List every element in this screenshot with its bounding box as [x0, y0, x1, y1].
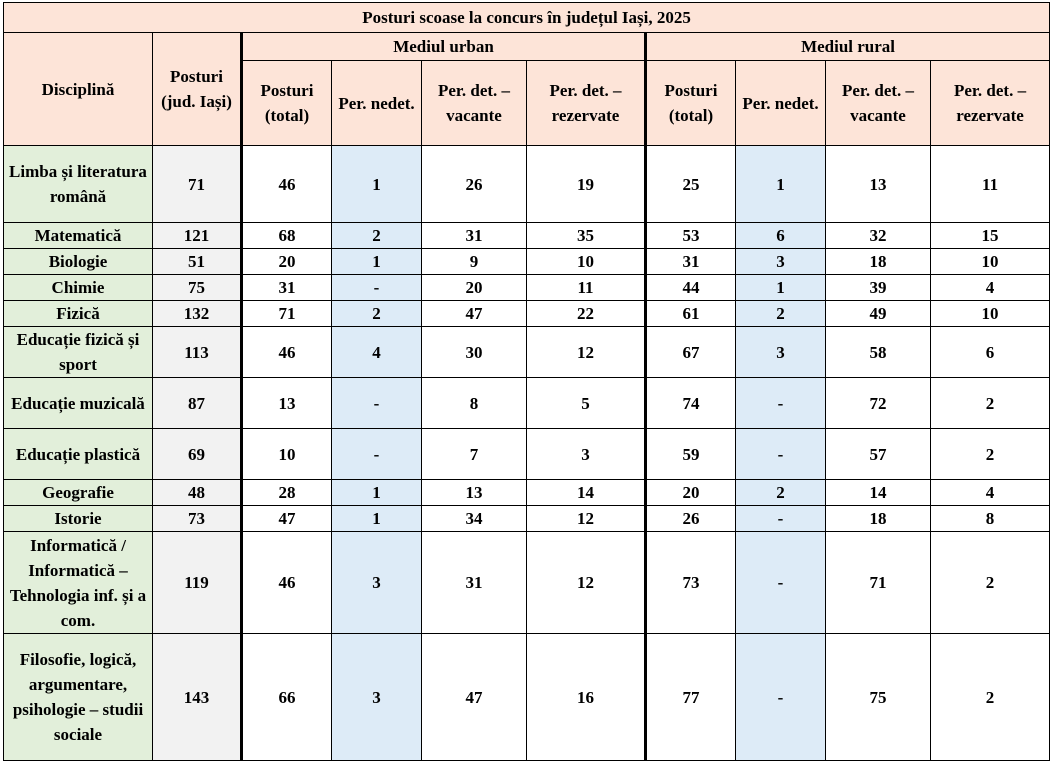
cell-rural-per-nedet: 3: [736, 327, 826, 378]
cell-rural-per-nedet: 2: [736, 301, 826, 327]
cell-urban-per-nedet: -: [332, 378, 422, 429]
table-row: [4, 275, 1050, 301]
cell-posturi-jud: 113: [153, 327, 242, 378]
cell-urban-per-det-rezervate: 5: [527, 378, 646, 429]
cell-urban-per-det-rezervate: 12: [527, 506, 646, 532]
cell-posturi-jud: 69: [153, 429, 242, 480]
cell-rural-per-det-rezervate: 2: [931, 634, 1050, 761]
cell-rural-per-nedet: 1: [736, 275, 826, 301]
cell-urban-posturi-total: 71: [242, 301, 332, 327]
cell-urban-per-nedet: 4: [332, 327, 422, 378]
cell-urban-posturi-total: 10: [242, 429, 332, 480]
cell-urban-per-det-rezervate: 10: [527, 249, 646, 275]
cell-urban-per-det-rezervate: 16: [527, 634, 646, 761]
cell-posturi-jud: 75: [153, 275, 242, 301]
cell-rural-per-nedet: -: [736, 378, 826, 429]
cell-urban-per-nedet: 1: [332, 249, 422, 275]
cell-urban-per-nedet: 2: [332, 301, 422, 327]
cell-urban-per-nedet: 2: [332, 223, 422, 249]
table-row: [4, 249, 1050, 275]
cell-urban-per-det-vacante: 31: [422, 532, 527, 634]
cell-urban-posturi-total: 47: [242, 506, 332, 532]
cell-rural-per-nedet: 1: [736, 146, 826, 223]
cell-rural-per-det-vacante: 39: [826, 275, 931, 301]
cell-posturi-jud: 132: [153, 301, 242, 327]
posturi-table: [3, 2, 1050, 761]
cell-urban-per-det-rezervate: 35: [527, 223, 646, 249]
cell-urban-per-nedet: 3: [332, 634, 422, 761]
table-row: [4, 532, 1050, 634]
cell-disciplina: Fizică: [4, 301, 153, 327]
cell-urban-per-det-vacante: 8: [422, 378, 527, 429]
table-row: [4, 301, 1050, 327]
cell-rural-per-nedet: 6: [736, 223, 826, 249]
cell-rural-posturi-total: 25: [646, 146, 736, 223]
cell-urban-per-det-vacante: 7: [422, 429, 527, 480]
header-urban-per-det-vacante: Per. det. – vacante: [422, 61, 527, 146]
cell-rural-per-det-vacante: 13: [826, 146, 931, 223]
cell-rural-per-det-vacante: 72: [826, 378, 931, 429]
cell-posturi-jud: 87: [153, 378, 242, 429]
cell-posturi-jud: 119: [153, 532, 242, 634]
cell-rural-per-det-vacante: 57: [826, 429, 931, 480]
cell-rural-per-det-vacante: 71: [826, 532, 931, 634]
table-row: [4, 327, 1050, 378]
cell-disciplina: Educație fizică și sport: [4, 327, 153, 378]
cell-urban-per-det-vacante: 9: [422, 249, 527, 275]
cell-urban-per-det-vacante: 47: [422, 634, 527, 761]
cell-disciplina: Chimie: [4, 275, 153, 301]
cell-disciplina: Istorie: [4, 506, 153, 532]
cell-urban-posturi-total: 46: [242, 327, 332, 378]
cell-rural-per-det-vacante: 49: [826, 301, 931, 327]
cell-disciplina: Informatică / Informatică – Tehnologia inf. și a com.: [4, 532, 153, 634]
cell-rural-posturi-total: 61: [646, 301, 736, 327]
table-row: [4, 378, 1050, 429]
cell-rural-per-nedet: 3: [736, 249, 826, 275]
cell-rural-posturi-total: 53: [646, 223, 736, 249]
cell-rural-per-nedet: -: [736, 429, 826, 480]
cell-rural-posturi-total: 26: [646, 506, 736, 532]
cell-rural-posturi-total: 31: [646, 249, 736, 275]
cell-urban-posturi-total: 31: [242, 275, 332, 301]
cell-rural-per-det-rezervate: 11: [931, 146, 1050, 223]
cell-urban-per-nedet: 1: [332, 146, 422, 223]
cell-rural-per-det-vacante: 32: [826, 223, 931, 249]
cell-disciplina: Filosofie, logică, argumentare, psihologie – studii sociale: [4, 634, 153, 761]
cell-urban-per-det-vacante: 30: [422, 327, 527, 378]
cell-rural-posturi-total: 59: [646, 429, 736, 480]
cell-urban-posturi-total: 46: [242, 146, 332, 223]
cell-urban-per-det-rezervate: 14: [527, 480, 646, 506]
header-rural-posturi-total: Posturi (total): [646, 61, 736, 146]
cell-rural-per-nedet: 2: [736, 480, 826, 506]
cell-rural-per-det-rezervate: 8: [931, 506, 1050, 532]
cell-urban-per-det-vacante: 26: [422, 146, 527, 223]
cell-urban-posturi-total: 68: [242, 223, 332, 249]
cell-urban-per-det-rezervate: 19: [527, 146, 646, 223]
cell-disciplina: Educație muzicală: [4, 378, 153, 429]
cell-rural-posturi-total: 74: [646, 378, 736, 429]
cell-urban-posturi-total: 20: [242, 249, 332, 275]
cell-urban-per-det-rezervate: 11: [527, 275, 646, 301]
cell-urban-per-det-rezervate: 3: [527, 429, 646, 480]
cell-urban-per-det-vacante: 20: [422, 275, 527, 301]
cell-disciplina: Limba și literatura română: [4, 146, 153, 223]
header-mediul-rural: Mediul rural: [646, 33, 1050, 61]
header-rural-per-det-vacante: Per. det. – vacante: [826, 61, 931, 146]
header-rural-per-nedet: Per. nedet.: [736, 61, 826, 146]
table-row: [4, 634, 1050, 761]
cell-rural-posturi-total: 67: [646, 327, 736, 378]
cell-rural-per-nedet: -: [736, 506, 826, 532]
edge-marker: [1049, 377, 1050, 405]
cell-rural-per-det-rezervate: 4: [931, 480, 1050, 506]
table-row: [4, 146, 1050, 223]
cell-rural-per-det-vacante: 75: [826, 634, 931, 761]
cell-rural-per-det-vacante: 58: [826, 327, 931, 378]
cell-urban-posturi-total: 13: [242, 378, 332, 429]
cell-posturi-jud: 143: [153, 634, 242, 761]
header-urban-per-det-rezervate: Per. det. – rezervate: [527, 61, 646, 146]
cell-rural-per-det-rezervate: 2: [931, 378, 1050, 429]
cell-urban-per-nedet: 3: [332, 532, 422, 634]
cell-urban-per-nedet: -: [332, 429, 422, 480]
cell-urban-per-det-vacante: 31: [422, 223, 527, 249]
cell-rural-per-det-rezervate: 4: [931, 275, 1050, 301]
cell-rural-per-det-rezervate: 6: [931, 327, 1050, 378]
table-row: [4, 429, 1050, 480]
cell-urban-posturi-total: 66: [242, 634, 332, 761]
table-row: [4, 223, 1050, 249]
table-row: [4, 480, 1050, 506]
table-row: [4, 506, 1050, 532]
table-body: [4, 146, 1050, 761]
cell-rural-per-nedet: -: [736, 634, 826, 761]
cell-rural-per-det-rezervate: 15: [931, 223, 1050, 249]
header-rural-per-det-rezervate: Per. det. – rezervate: [931, 61, 1050, 146]
cell-rural-per-det-vacante: 18: [826, 506, 931, 532]
cell-rural-posturi-total: 20: [646, 480, 736, 506]
header-urban-posturi-total: Posturi (total): [242, 61, 332, 146]
cell-rural-per-det-vacante: 18: [826, 249, 931, 275]
cell-rural-per-det-rezervate: 10: [931, 249, 1050, 275]
cell-urban-per-det-vacante: 47: [422, 301, 527, 327]
cell-urban-per-det-rezervate: 12: [527, 532, 646, 634]
cell-rural-posturi-total: 44: [646, 275, 736, 301]
cell-rural-per-nedet: -: [736, 532, 826, 634]
cell-urban-per-det-rezervate: 22: [527, 301, 646, 327]
cell-urban-per-nedet: -: [332, 275, 422, 301]
cell-disciplina: Educație plastică: [4, 429, 153, 480]
cell-rural-per-det-rezervate: 2: [931, 429, 1050, 480]
cell-urban-per-nedet: 1: [332, 506, 422, 532]
cell-urban-per-nedet: 1: [332, 480, 422, 506]
cell-rural-per-det-rezervate: 10: [931, 301, 1050, 327]
cell-urban-per-det-vacante: 13: [422, 480, 527, 506]
cell-disciplina: Matematică: [4, 223, 153, 249]
cell-rural-posturi-total: 77: [646, 634, 736, 761]
cell-posturi-jud: 121: [153, 223, 242, 249]
cell-posturi-jud: 73: [153, 506, 242, 532]
cell-urban-per-det-vacante: 34: [422, 506, 527, 532]
header-disciplina: Disciplină: [4, 33, 153, 146]
cell-urban-posturi-total: 46: [242, 532, 332, 634]
cell-rural-posturi-total: 73: [646, 532, 736, 634]
header-posturi-jud: Posturi (jud. Iași): [153, 33, 242, 146]
cell-posturi-jud: 51: [153, 249, 242, 275]
header-mediul-urban: Mediul urban: [242, 33, 646, 61]
cell-urban-posturi-total: 28: [242, 480, 332, 506]
cell-disciplina: Biologie: [4, 249, 153, 275]
cell-posturi-jud: 71: [153, 146, 242, 223]
header-urban-per-nedet: Per. nedet.: [332, 61, 422, 146]
cell-urban-per-det-rezervate: 12: [527, 327, 646, 378]
cell-disciplina: Geografie: [4, 480, 153, 506]
cell-rural-per-det-rezervate: 2: [931, 532, 1050, 634]
table-title: Posturi scoase la concurs în județul Iași, 2025: [4, 3, 1050, 33]
cell-posturi-jud: 48: [153, 480, 242, 506]
cell-rural-per-det-vacante: 14: [826, 480, 931, 506]
